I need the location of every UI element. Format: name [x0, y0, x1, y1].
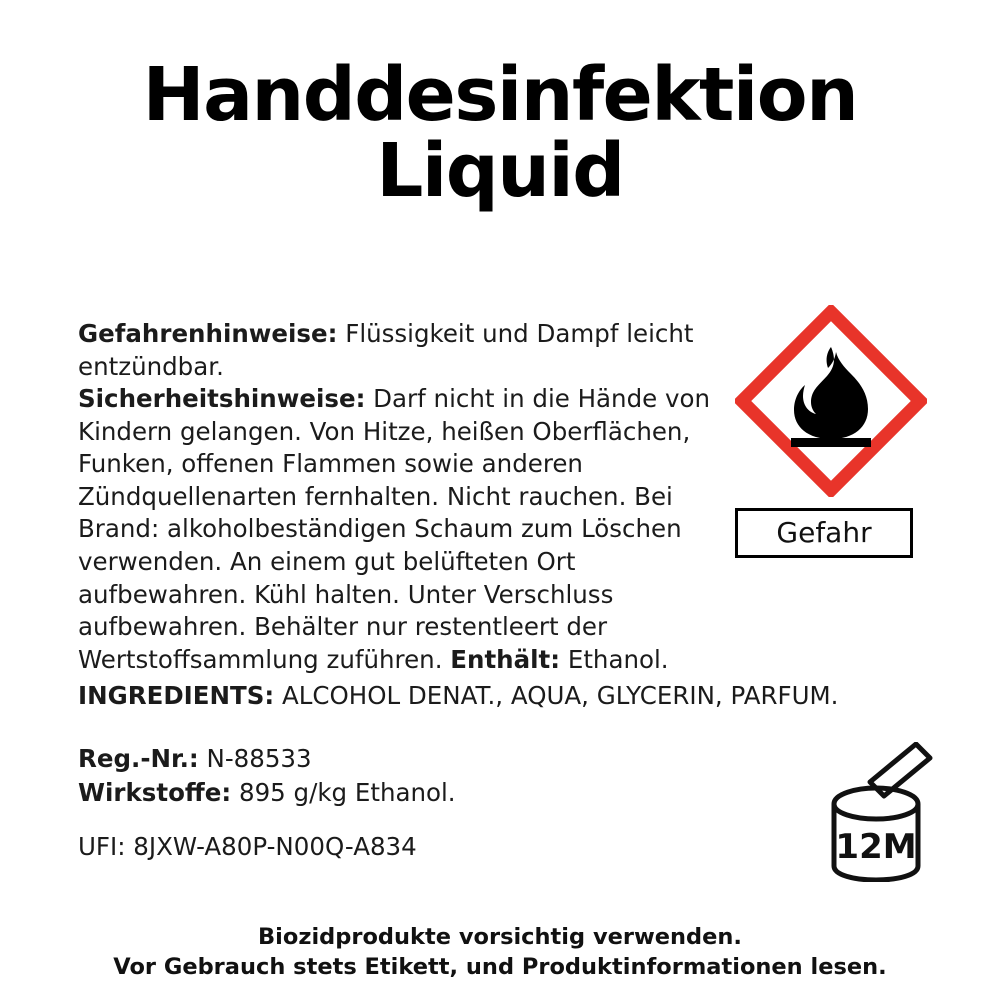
registration-number-line — [78, 742, 778, 776]
pao-period-text: 12M — [835, 827, 917, 867]
contains-label: Enthält: — [450, 644, 561, 674]
hazard-statements-paragraph — [78, 318, 726, 383]
period-after-opening-icon — [812, 742, 944, 882]
registration-number-label: Reg.-Nr.: — [78, 744, 199, 773]
hazard-statements-label: Gefahrenhinweise: — [78, 319, 338, 348]
active-substance-label: Wirkstoffe: — [78, 777, 232, 807]
active-substance-line — [78, 776, 778, 810]
ingredients-label: INGREDIENTS: — [78, 681, 275, 710]
product-title-line-2: Liquid — [376, 128, 624, 214]
active-substance-value: 895 g/kg Ethanol. — [231, 777, 456, 807]
ingredients-text: ALCOHOL DENAT., AQUA, GLYCERIN, PARFUM. — [274, 681, 839, 710]
precautionary-statements-paragraph — [78, 383, 726, 676]
product-title-line-1: Handdesinfektion — [142, 52, 858, 138]
ufi-code: UFI: 8JXW-A80P-N00Q-A834 — [78, 832, 417, 861]
ghs-flame-icon — [735, 305, 927, 497]
registration-block — [78, 742, 778, 810]
contains-text: Ethanol. — [560, 644, 669, 674]
ingredients-paragraph — [78, 680, 958, 712]
footer-line-2: Vor Gebrauch stets Etikett, und Produktinformationen lesen. — [113, 954, 887, 981]
signal-word: Gefahr — [776, 516, 872, 549]
hazard-statements-text: Flüssigkeit und Dampf leicht entzündbar. — [78, 319, 694, 381]
hazard-information-block — [78, 318, 726, 676]
registration-number-value: N-88533 — [198, 744, 312, 773]
precautionary-statements-label: Sicherheitshinweise: — [78, 384, 366, 414]
footer-warning — [0, 922, 1000, 983]
signal-word-box — [735, 508, 913, 558]
page-title — [0, 52, 1000, 214]
footer-line-1: Biozidprodukte vorsichtig verwenden. — [258, 924, 742, 950]
precautionary-statements-text: Darf nicht in die Hände von Kindern gelangen. Von Hitze, heißen Oberflächen, Funken, offenen Flammen sowie anderen Zündquellenarten fernhalten. Nicht rauchen. Bei Brand: alkoholbeständigen Schaum zum Löschen verwenden. An einem gut belüfteten Ort aufbewahren. Kühl halten. Unter Verschluss aufbewahren. Behälter nur restentleert der Wertstoffsammlung zuführen. — [78, 384, 711, 674]
